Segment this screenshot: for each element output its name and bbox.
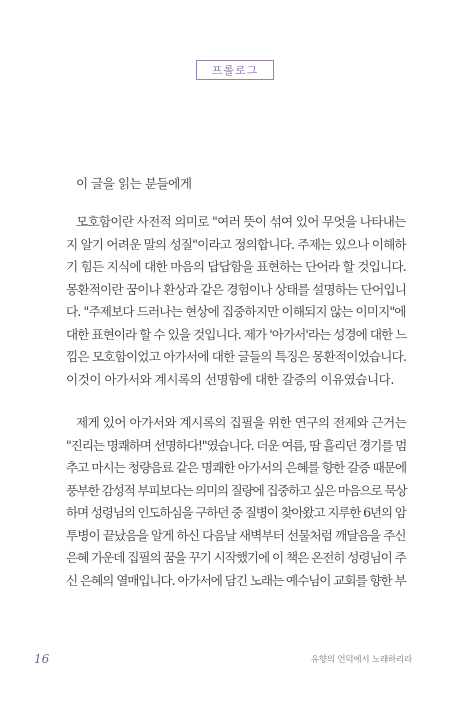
paragraph-2	[66, 412, 406, 592]
chapter-heading: 프롤로그	[211, 63, 259, 77]
running-footer-title: 유향의 언덕에서 노래하리라	[310, 655, 412, 665]
paragraph-1-line: 낌은 모호함이었고 아가서에 대한 글들의 특징은 몽환적이었습니다.	[66, 349, 407, 364]
paragraph-1-line: 기 힘든 지식에 대한 마음의 답답함을 표현하는 단어라 할 것입니다.	[66, 259, 407, 274]
paragraph-1-line: 모호함이란 사전적 의미로 "여러 뜻이 섞여 있어 무엇을 나타내는	[76, 214, 406, 229]
paragraph-2-line: 은혜 가운데 집필의 꿈을 꾸기 시작했기에 이 책은 온전히 성령님이 주	[66, 550, 406, 565]
paragraph-1-line: 다. "주제보다 드러나는 현상에 집중하지만 이해되지 않는 이미지"에	[66, 304, 406, 319]
paragraph-1-line: 몽환적이란 꿈이나 환상과 같은 경험이나 상태를 설명하는 단어입니	[66, 281, 407, 297]
page-number: 16	[34, 652, 50, 666]
paragraph-1	[66, 211, 406, 391]
paragraph-2-line: 추고 마시는 청량음료 같은 명쾌한 아가서의 은혜를 향한 갈증 때문에	[66, 460, 407, 475]
paragraph-2-line: 투병이 끝났음을 알게 하신 다음날 새벽부터 선물처럼 깨달음을 주신	[66, 527, 406, 543]
paragraph-2-line: 제게 있어 아가서와 계시록의 집필을 위한 연구의 전제와 근거는	[76, 415, 407, 430]
paragraph-1-line: 대한 표현이라 할 수 있을 것입니다. 제가 '아가서'라는 성경에 대한 느	[66, 326, 407, 342]
greeting-line: 이 글을 읽는 분들에게	[76, 176, 192, 191]
paragraph-2-line: 풍부한 감성적 부피보다는 의미의 질량에 집중하고 싶은 마음으로 묵상	[66, 482, 407, 498]
paragraph-1-line: 이것이 아가서와 계시록의 선명함에 대한 갈증의 이유였습니다.	[66, 371, 394, 387]
paragraph-2-line: 신 은혜의 열매입니다. 아가서에 담긴 노래는 예수님이 교회를 향한 부	[66, 572, 406, 588]
chapter-heading-box	[196, 60, 274, 80]
paragraph-1-line: 지 알기 어려운 말의 성질"이라고 정의합니다. 주제는 있으나 이해하	[66, 236, 406, 252]
paragraph-2-line: "진리는 명쾌하며 선명하다!"였습니다. 더운 여름, 땀 흘리던 경기를 멈	[66, 437, 407, 453]
paragraph-2-line: 하며 성령님의 인도하심을 구하던 중 질병이 찾아왔고 지루한 6년의 암	[66, 505, 406, 520]
